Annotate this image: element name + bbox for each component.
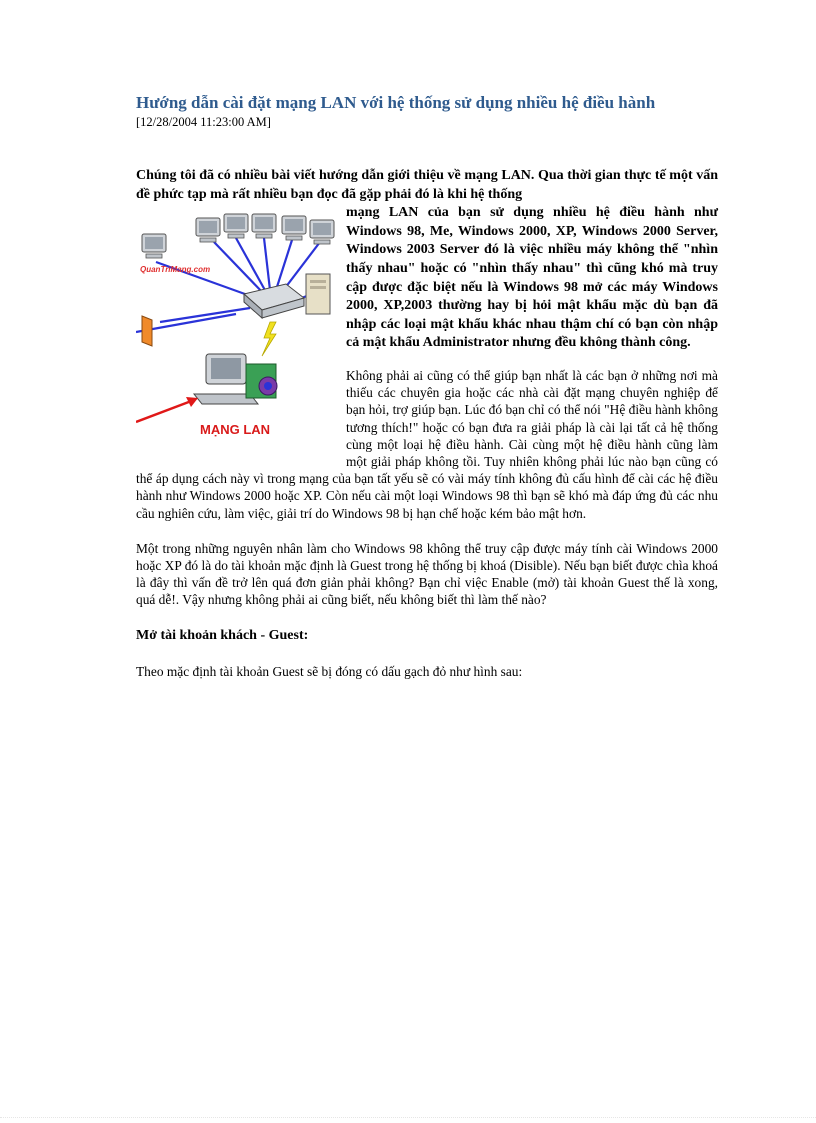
article-date: [12/28/2004 11:23:00 AM] (136, 115, 271, 129)
paragraph-3: Một trong những nguyên nhân làm cho Windows 98 không thể truy cập được máy tính cài Windows 2000 hoặc XP đó là do tài khoản mặc định là Guest trong hệ thống bị khoá (Disible). Nếu bạn biết được chìa khoá là đây thì vấn đề trở lên quá đơn giản phải không? Bạn chỉ việc Enable (mở) tài khoản Guest thế là xong, quá dễ!. Vậy nhưng không phải ai cũng biết, nếu không biết thì làm thế nào? (136, 540, 718, 608)
document-page (136, 92, 718, 680)
lead-text-rest: mạng LAN của bạn sử dụng nhiều hệ điều hành như Windows 98, Me, Windows 2000, XP, Windows 2000 Server, Windows 2003 Server đó là việc nhiều máy không thể "nhìn thấy nhau" hoặc có "nhìn thấy nhau" thì cũng khó mà truy cập được đặc biệt nếu là Windows 98 mở các máy Windows 2000, XP,2003 thường hay bị hỏi mật khẩu mặc dù bạn đã nhập các loại mật khẩu khác nhau thậm chí có bạn còn nhập cả mật khẩu Administrator nhưng đều không thành công. (346, 205, 718, 351)
lead-paragraph (136, 167, 718, 522)
lan-diagram-illustration (136, 204, 338, 449)
watermark-text: QuanTriMang.com (140, 265, 211, 275)
server-icon (306, 274, 330, 314)
paragraph-4: Theo mặc định tài khoản Guest sẽ bị đóng có dấu gạch đỏ như hình sau: (136, 663, 523, 679)
paragraph-2: Không phải ai cũng có thể giúp bạn nhất là các bạn ở những nơi mà thiếu các chuyên gia hoặc các nhà cài đặt mạng chuyên nghiệp để bạn hỏi, trợ giúp bạn. Lúc đó bạn chỉ có thể nói "Hệ điều hành không tương thích!" hoặc có bạn đưa ra giải pháp là cài lại tất cả hệ thống cùng một loại hệ điều hành. Cài cùng một hệ điều hành cũng làm một giải pháp không tồi. Tuy nhiên không phải lúc nào bạn cũng có thể áp dụng cách này vì trong mạng của bạn tất yếu sẽ có vài máy tính không đủ cấu hình để cài các hệ điều hành như Windows 2000 hoặc XP. Còn nếu cài một loại Windows 98 thì bạn sẽ khó mà đáp ứng đủ các nhu cầu nghiên cứu, làm việc, giải trí do Windows 98 bị hạn chế hoặc kém bảo mật hơn. (136, 367, 718, 521)
article-title: Hướng dẫn cài đặt mạng LAN với hệ thống sử dụng nhiều hệ điều hành (136, 93, 656, 112)
firewall-icon (142, 316, 152, 346)
lead-text-top: Chúng tôi đã có nhiều bài viết hướng dẫn giới thiệu về mạng LAN. Qua thời gian thực tế một vấn đề phức tạp mà rất nhiều bạn đọc đã gặp phải đó là khi hệ thống (136, 168, 718, 202)
security-box-icon (246, 364, 277, 398)
figure-caption: MẠNG LAN (200, 422, 271, 438)
lan-network-image (136, 204, 338, 449)
page-bottom-border (0, 1117, 816, 1118)
section-heading-guest: Mở tài khoản khách - Guest: (136, 627, 309, 643)
